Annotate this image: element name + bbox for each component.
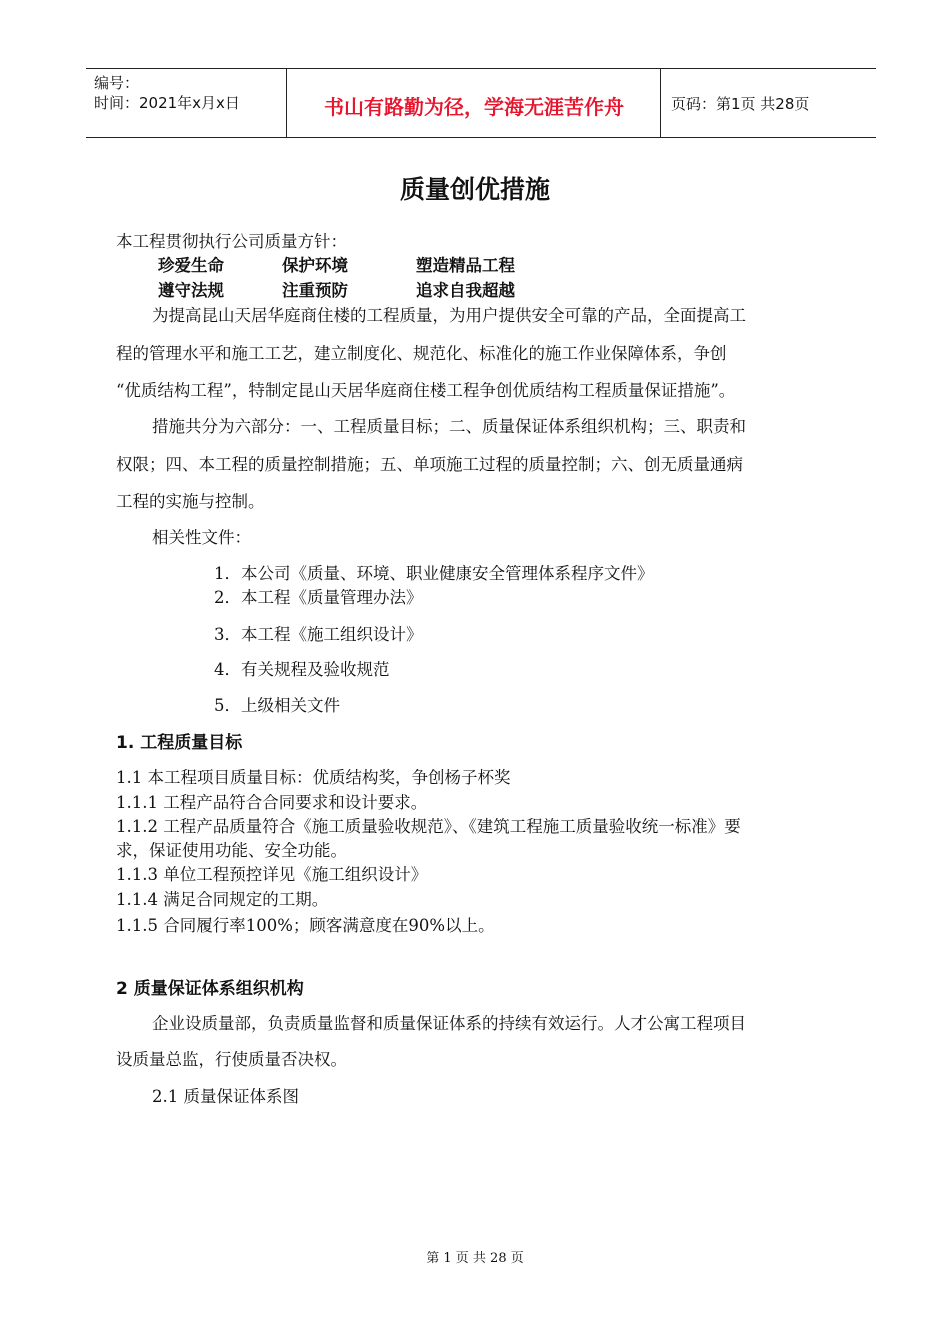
related-item: 2．本工程《质量管理办法》 [214,588,423,607]
policy-item: 追求自我超越 [416,281,515,300]
related-label: 相关性文件： [152,528,251,547]
header-divider [660,69,661,137]
policy-item: 塑造精品工程 [416,256,515,275]
intro-text: 本工程贯彻执行公司质量方针： [116,232,347,251]
page-title: 质量创优措施 [399,175,550,204]
section-line: 1.1.3 单位工程预控详见《施工组织设计》 [116,865,428,884]
related-item: 5．上级相关文件 [214,696,340,715]
paragraph-line: 措施共分为六部分：一、工程质量目标；二、质量保证体系组织机构；三、职责和 [152,417,746,436]
policy-item: 珍爱生命 [158,256,224,275]
section-line: 1.1.1 工程产品符合合同要求和设计要求。 [116,793,428,812]
paragraph-line: 程的管理水平和施工工艺，建立制度化、规范化、标准化的施工作业保障体系，争创 [116,344,727,363]
doc-number: 编号： [94,74,140,92]
page-header [86,68,876,138]
header-divider [286,69,287,137]
subsection-heading: 2.1 质量保证体系图 [152,1087,299,1106]
header-meta [94,73,240,113]
header-motto: 书山有路勤为径，学海无涯苦作舟 [324,95,624,119]
section-line: 1.1.5 合同履行率100%；顾客满意度在90%以上。 [116,916,495,935]
related-item: 3．本工程《施工组织设计》 [214,625,423,644]
paragraph-line: 企业设质量部，负责质量监督和质量保证体系的持续有效运行。人才公寓工程项目 [152,1014,746,1033]
section-line: 求，保证使用功能、安全功能。 [116,841,347,860]
policy-item: 注重预防 [282,281,348,300]
section-heading: 1. 工程质量目标 [116,733,243,753]
section-heading: 2 质量保证体系组织机构 [116,979,304,999]
section-line: 1.1 本工程项目质量目标：优质结构奖，争创杨子杯奖 [116,768,511,787]
paragraph-line: 权限；四、本工程的质量控制措施；五、单项施工过程的质量控制；六、创无质量通病 [116,455,743,474]
section-line: 1.1.2 工程产品质量符合《施工质量验收规范》、《建筑工程施工质量验收统一标准》要 [116,817,741,836]
policy-item: 保护环境 [282,256,348,275]
policy-item: 遵守法规 [158,281,224,300]
paragraph-line: “优质结构工程”，特制定昆山天居华庭商住楼工程争创优质结构工程质量保证措施”。 [116,381,736,400]
section-line: 1.1.4 满足合同规定的工期。 [116,890,329,909]
doc-time: 时间：2021年x月x日 [94,94,240,112]
page-indicator: 页码：第1页 共28页 [671,95,810,113]
page-footer: 第 1 页 共 28 页 [426,1251,524,1266]
paragraph-line: 工程的实施与控制。 [116,492,265,511]
paragraph-line: 为提高昆山天居华庭商住楼的工程质量，为用户提供安全可靠的产品，全面提高工 [152,306,746,325]
paragraph-line: 设质量总监，行使质量否决权。 [116,1050,347,1069]
related-item: 4．有关规程及验收规范 [214,660,390,679]
related-item: 1．本公司《质量、环境、职业健康安全管理体系程序文件》 [214,564,654,583]
